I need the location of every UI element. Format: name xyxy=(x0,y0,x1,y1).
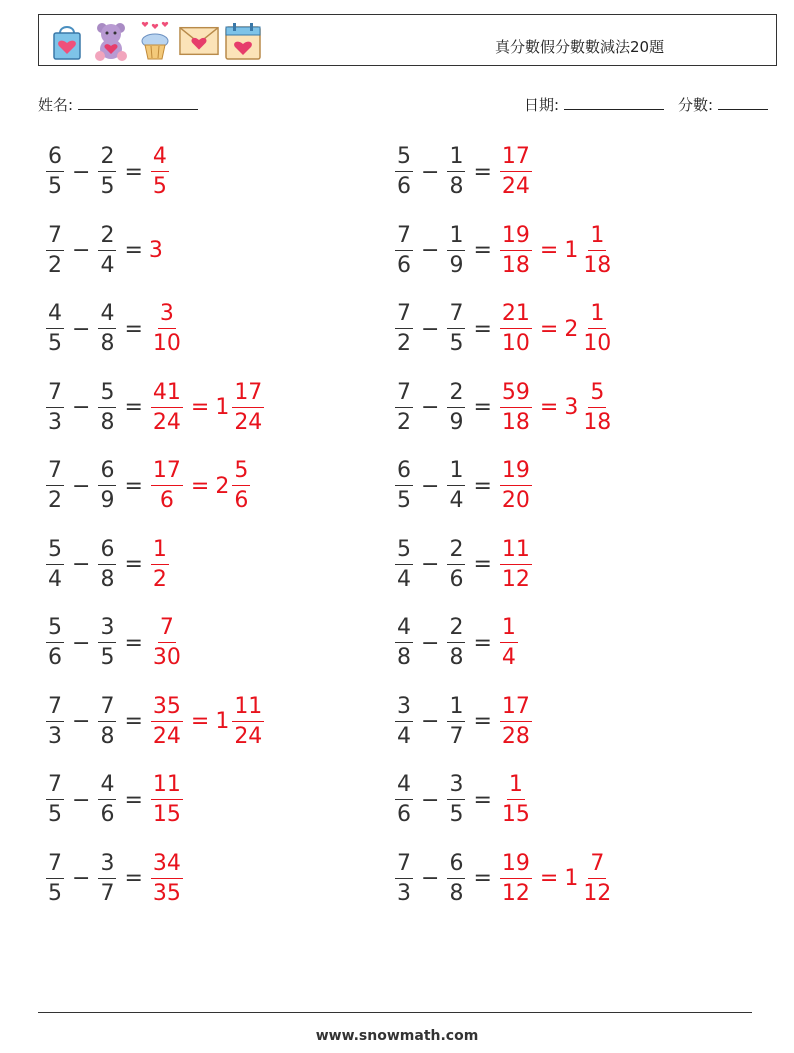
answer-fraction xyxy=(151,693,183,749)
denominator: 18 xyxy=(583,409,612,435)
denominator: 24 xyxy=(501,174,530,199)
numerator: 7 xyxy=(46,696,64,722)
equals-sign: = xyxy=(473,159,492,185)
numerator: 7 xyxy=(46,225,64,251)
numerator: 6 xyxy=(395,460,413,486)
denominator: 2 xyxy=(48,252,62,278)
denominator: 4 xyxy=(501,645,516,670)
problem-item xyxy=(393,221,615,281)
minuend-fraction xyxy=(46,303,64,355)
answer-fraction xyxy=(151,379,183,435)
denominator: 10 xyxy=(152,331,181,356)
subtrahend-fraction xyxy=(98,146,116,198)
score-blank[interactable] xyxy=(718,95,768,110)
numerator: 2 xyxy=(98,146,116,172)
numerator: 4 xyxy=(98,303,116,329)
minuend-fraction xyxy=(46,460,64,512)
subtrahend-fraction xyxy=(447,536,465,592)
answer-fraction xyxy=(500,379,532,435)
answer-fraction xyxy=(151,850,183,906)
denominator: 2 xyxy=(152,566,167,592)
answer-fraction xyxy=(151,774,183,826)
denominator: 4 xyxy=(449,488,464,513)
problem-item xyxy=(393,378,615,438)
denominator: 6 xyxy=(48,645,62,670)
denominator: 8 xyxy=(449,880,464,906)
answer-equals-sign: = xyxy=(190,395,210,420)
denominator: 5 xyxy=(48,802,62,827)
denominator: 6 xyxy=(397,252,411,278)
equals-sign: = xyxy=(124,316,143,342)
denominator: 7 xyxy=(100,880,115,906)
footer-url: www.snowmath.com xyxy=(315,1028,479,1044)
denominator: 4 xyxy=(397,723,411,749)
equals-sign: = xyxy=(473,709,492,734)
numerator: 3 xyxy=(158,303,176,329)
mixed-fraction xyxy=(581,850,613,906)
numerator: 1 xyxy=(588,225,606,251)
denominator: 28 xyxy=(501,723,530,749)
numerator: 19 xyxy=(500,460,532,486)
date-blank[interactable] xyxy=(564,95,664,110)
equals-sign: = xyxy=(473,238,492,263)
equals-sign: = xyxy=(124,238,143,263)
numerator: 7 xyxy=(158,617,176,643)
equals-sign: = xyxy=(124,709,143,734)
numerator: 4 xyxy=(46,303,64,329)
denominator: 5 xyxy=(100,174,115,199)
problem-item xyxy=(44,299,185,359)
minus-sign: − xyxy=(421,630,440,656)
minus-sign: − xyxy=(72,709,91,734)
answer-fraction xyxy=(151,536,169,592)
mixed-fraction xyxy=(581,222,613,278)
numerator: 1 xyxy=(151,539,169,565)
numerator: 3 xyxy=(98,853,116,879)
numerator: 2 xyxy=(447,539,465,565)
answer-fraction xyxy=(151,303,183,355)
mixed-whole: 1 xyxy=(215,395,230,420)
minus-sign: − xyxy=(421,316,440,342)
numerator: 1 xyxy=(447,146,465,172)
answer-fraction xyxy=(500,536,532,592)
numerator: 3 xyxy=(395,696,413,722)
minuend-fraction xyxy=(395,774,413,826)
worksheet-title: 真分數假分數數減法20題 xyxy=(495,38,665,56)
mixed-fraction xyxy=(232,379,264,435)
minuend-fraction xyxy=(395,222,413,278)
minuend-fraction xyxy=(395,303,413,355)
subtrahend-fraction xyxy=(447,379,465,435)
numerator: 4 xyxy=(151,146,169,172)
numerator: 1 xyxy=(507,774,525,800)
denominator: 5 xyxy=(449,802,464,827)
denominator: 18 xyxy=(501,252,530,278)
denominator: 20 xyxy=(501,488,530,513)
equals-sign: = xyxy=(473,630,492,656)
header-icons xyxy=(47,19,263,63)
shopping-bag-heart-icon xyxy=(47,19,87,63)
equals-sign: = xyxy=(473,316,492,342)
minus-sign: − xyxy=(72,473,91,499)
answer-fraction xyxy=(151,146,169,198)
problem-item xyxy=(393,299,615,359)
denominator: 6 xyxy=(449,566,464,592)
problem-item xyxy=(44,770,185,830)
denominator: 12 xyxy=(583,880,612,906)
answer-fraction xyxy=(500,617,518,669)
numerator: 11 xyxy=(151,774,183,800)
subtrahend-fraction xyxy=(98,536,116,592)
numerator: 35 xyxy=(151,696,183,722)
numerator: 3 xyxy=(447,774,465,800)
denominator: 2 xyxy=(397,409,411,435)
name-label: 姓名: xyxy=(38,96,74,114)
denominator: 12 xyxy=(501,566,530,592)
score-label: 分數: xyxy=(678,96,714,114)
numerator: 6 xyxy=(98,460,116,486)
denominator: 8 xyxy=(397,645,411,670)
subtrahend-fraction xyxy=(98,303,116,355)
numerator: 6 xyxy=(447,853,465,879)
numerator: 34 xyxy=(151,853,183,879)
denominator: 9 xyxy=(100,488,115,513)
subtrahend-fraction xyxy=(98,617,116,669)
answer-fraction xyxy=(500,850,532,906)
worksheet-header xyxy=(38,14,777,66)
date-field xyxy=(524,94,664,115)
problem-item xyxy=(44,221,163,281)
denominator: 5 xyxy=(449,331,464,356)
numerator: 17 xyxy=(151,460,183,486)
subtrahend-fraction xyxy=(98,222,116,278)
problem-item xyxy=(393,535,534,595)
denominator: 24 xyxy=(234,723,263,749)
minus-sign: − xyxy=(421,159,440,185)
denominator: 18 xyxy=(501,409,530,435)
answer-equals-sign: = xyxy=(539,238,559,263)
minuend-fraction xyxy=(395,850,413,906)
answer-equals-sign: = xyxy=(539,395,559,420)
minus-sign: − xyxy=(421,473,440,499)
footer-divider xyxy=(38,1012,752,1013)
numerator: 1 xyxy=(500,617,518,643)
mixed-whole: 2 xyxy=(215,473,230,499)
numerator: 6 xyxy=(98,539,116,565)
answer-fraction xyxy=(500,222,532,278)
subtrahend-fraction xyxy=(447,222,465,278)
numerator: 2 xyxy=(447,382,465,408)
equals-sign: = xyxy=(473,473,492,499)
numerator: 17 xyxy=(500,696,532,722)
minus-sign: − xyxy=(72,630,91,656)
mixed-fraction xyxy=(581,379,613,435)
love-letter-icon xyxy=(179,19,219,63)
minus-sign: − xyxy=(72,552,91,577)
minuend-fraction xyxy=(395,460,413,512)
numerator: 2 xyxy=(98,225,116,251)
answer-fraction xyxy=(500,303,532,355)
denominator: 5 xyxy=(48,880,62,906)
problem-item xyxy=(44,456,252,516)
equals-sign: = xyxy=(124,787,143,813)
numerator: 19 xyxy=(500,225,532,251)
numerator: 1 xyxy=(447,225,465,251)
minuend-fraction xyxy=(46,617,64,669)
denominator: 9 xyxy=(449,409,464,435)
problem-item xyxy=(393,456,534,516)
equals-sign: = xyxy=(124,159,143,185)
name-blank[interactable] xyxy=(78,95,198,110)
numerator: 5 xyxy=(46,617,64,643)
minuend-fraction xyxy=(46,774,64,826)
minus-sign: − xyxy=(421,395,440,420)
numerator: 7 xyxy=(395,853,413,879)
minus-sign: − xyxy=(421,787,440,813)
numerator: 5 xyxy=(46,539,64,565)
minus-sign: − xyxy=(421,552,440,577)
numerator: 19 xyxy=(500,853,532,879)
subtrahend-fraction xyxy=(447,693,465,749)
cupcake-hearts-icon xyxy=(135,19,175,63)
problem-item xyxy=(44,613,185,673)
denominator: 30 xyxy=(152,645,181,670)
mixed-whole: 2 xyxy=(564,316,579,342)
subtrahend-fraction xyxy=(447,617,465,669)
equals-sign: = xyxy=(473,866,492,891)
problem-item xyxy=(393,692,534,752)
date-label: 日期: xyxy=(524,96,560,114)
denominator: 4 xyxy=(397,566,411,592)
minuend-fraction xyxy=(46,222,64,278)
denominator: 3 xyxy=(397,880,411,906)
problem-item xyxy=(44,378,266,438)
denominator: 2 xyxy=(397,331,411,356)
numerator: 17 xyxy=(232,382,264,408)
denominator: 8 xyxy=(449,645,464,670)
denominator: 5 xyxy=(397,488,411,513)
problem-item xyxy=(393,613,520,673)
numerator: 7 xyxy=(395,382,413,408)
denominator: 9 xyxy=(449,252,464,278)
denominator: 8 xyxy=(100,723,115,749)
denominator: 6 xyxy=(159,488,174,513)
denominator: 18 xyxy=(583,252,612,278)
numerator: 4 xyxy=(395,617,413,643)
minus-sign: − xyxy=(72,238,91,263)
numerator: 7 xyxy=(588,853,606,879)
numerator: 7 xyxy=(447,303,465,329)
denominator: 4 xyxy=(100,252,115,278)
equals-sign: = xyxy=(124,630,143,656)
denominator: 15 xyxy=(501,802,530,827)
denominator: 6 xyxy=(234,488,249,513)
answer-fraction xyxy=(151,460,183,512)
numerator: 11 xyxy=(232,696,264,722)
mixed-whole: 1 xyxy=(564,238,579,263)
subtrahend-fraction xyxy=(98,774,116,826)
minuend-fraction xyxy=(46,536,64,592)
equals-sign: = xyxy=(473,395,492,420)
numerator: 5 xyxy=(98,382,116,408)
denominator: 10 xyxy=(501,331,530,356)
denominator: 10 xyxy=(583,331,612,356)
numerator: 59 xyxy=(500,382,532,408)
score-field xyxy=(678,94,768,115)
numerator: 7 xyxy=(98,696,116,722)
subtrahend-fraction xyxy=(447,146,465,198)
answer-fraction xyxy=(500,774,532,826)
mixed-whole: 1 xyxy=(564,866,579,891)
numerator: 4 xyxy=(98,774,116,800)
numerator: 3 xyxy=(98,617,116,643)
problem-item xyxy=(44,535,171,595)
denominator: 5 xyxy=(152,174,167,199)
denominator: 8 xyxy=(100,566,115,592)
mixed-fraction xyxy=(232,460,250,512)
minuend-fraction xyxy=(395,536,413,592)
problem-item xyxy=(44,142,171,202)
numerator: 5 xyxy=(232,460,250,486)
equals-sign: = xyxy=(124,473,143,499)
numerator: 2 xyxy=(447,617,465,643)
subtrahend-fraction xyxy=(98,850,116,906)
equals-sign: = xyxy=(124,866,143,891)
equals-sign: = xyxy=(124,552,143,577)
denominator: 6 xyxy=(397,802,411,827)
minus-sign: − xyxy=(421,866,440,891)
minus-sign: − xyxy=(421,238,440,263)
minuend-fraction xyxy=(46,693,64,749)
denominator: 8 xyxy=(100,409,115,435)
heart-calendar-icon xyxy=(223,19,263,63)
numerator: 7 xyxy=(46,382,64,408)
denominator: 5 xyxy=(48,174,62,199)
numerator: 7 xyxy=(46,853,64,879)
minus-sign: − xyxy=(72,866,91,891)
problem-item xyxy=(393,770,534,830)
denominator: 3 xyxy=(48,409,62,435)
mixed-fraction xyxy=(232,693,264,749)
subtrahend-fraction xyxy=(98,379,116,435)
minus-sign: − xyxy=(72,316,91,342)
denominator: 12 xyxy=(501,880,530,906)
problem-item xyxy=(44,692,266,752)
numerator: 17 xyxy=(500,146,532,172)
teddy-bear-icon xyxy=(91,19,131,63)
subtrahend-fraction xyxy=(98,693,116,749)
denominator: 24 xyxy=(234,409,263,435)
numerator: 7 xyxy=(46,460,64,486)
denominator: 5 xyxy=(48,331,62,356)
problem-item xyxy=(393,142,534,202)
minuend-fraction xyxy=(395,693,413,749)
minus-sign: − xyxy=(72,159,91,185)
name-field xyxy=(38,94,198,115)
denominator: 7 xyxy=(449,723,464,749)
subtrahend-fraction xyxy=(447,850,465,906)
answer-equals-sign: = xyxy=(539,316,559,342)
numerator: 6 xyxy=(46,146,64,172)
numerator: 41 xyxy=(151,382,183,408)
minuend-fraction xyxy=(395,379,413,435)
numerator: 7 xyxy=(46,774,64,800)
denominator: 8 xyxy=(100,331,115,356)
problem-item xyxy=(393,849,615,909)
denominator: 15 xyxy=(152,802,181,827)
denominator: 5 xyxy=(100,645,115,670)
minus-sign: − xyxy=(72,395,91,420)
answer-fraction xyxy=(500,146,532,198)
subtrahend-fraction xyxy=(447,774,465,826)
numerator: 7 xyxy=(395,225,413,251)
equals-sign: = xyxy=(473,552,492,577)
subtrahend-fraction xyxy=(447,460,465,512)
minuend-fraction xyxy=(395,146,413,198)
problem-item xyxy=(44,849,185,909)
denominator: 6 xyxy=(397,174,411,199)
denominator: 4 xyxy=(48,566,62,592)
minus-sign: − xyxy=(72,787,91,813)
mixed-whole: 1 xyxy=(215,709,230,734)
mixed-whole: 3 xyxy=(564,395,579,420)
equals-sign: = xyxy=(124,395,143,420)
answer-fraction xyxy=(151,617,183,669)
minuend-fraction xyxy=(46,379,64,435)
numerator: 4 xyxy=(395,774,413,800)
denominator: 2 xyxy=(48,488,62,513)
numerator: 1 xyxy=(447,460,465,486)
denominator: 6 xyxy=(100,802,115,827)
denominator: 24 xyxy=(152,723,181,749)
numerator: 11 xyxy=(500,539,532,565)
minuend-fraction xyxy=(46,850,64,906)
mixed-fraction xyxy=(581,303,613,355)
equals-sign: = xyxy=(473,787,492,813)
numerator: 1 xyxy=(588,303,606,329)
denominator: 24 xyxy=(152,409,181,435)
numerator: 21 xyxy=(500,303,532,329)
denominator: 35 xyxy=(152,880,181,906)
subtrahend-fraction xyxy=(447,303,465,355)
numerator: 5 xyxy=(588,382,606,408)
answer-whole: 3 xyxy=(148,238,163,263)
numerator: 7 xyxy=(395,303,413,329)
answer-fraction xyxy=(500,460,532,512)
numerator: 1 xyxy=(447,696,465,722)
minuend-fraction xyxy=(395,617,413,669)
minus-sign: − xyxy=(421,709,440,734)
numerator: 5 xyxy=(395,146,413,172)
answer-fraction xyxy=(500,693,532,749)
denominator: 3 xyxy=(48,723,62,749)
numerator: 5 xyxy=(395,539,413,565)
subtrahend-fraction xyxy=(98,460,116,512)
answer-equals-sign: = xyxy=(190,709,210,734)
answer-equals-sign: = xyxy=(190,473,210,499)
denominator: 8 xyxy=(449,174,464,199)
minuend-fraction xyxy=(46,146,64,198)
answer-equals-sign: = xyxy=(539,866,559,891)
